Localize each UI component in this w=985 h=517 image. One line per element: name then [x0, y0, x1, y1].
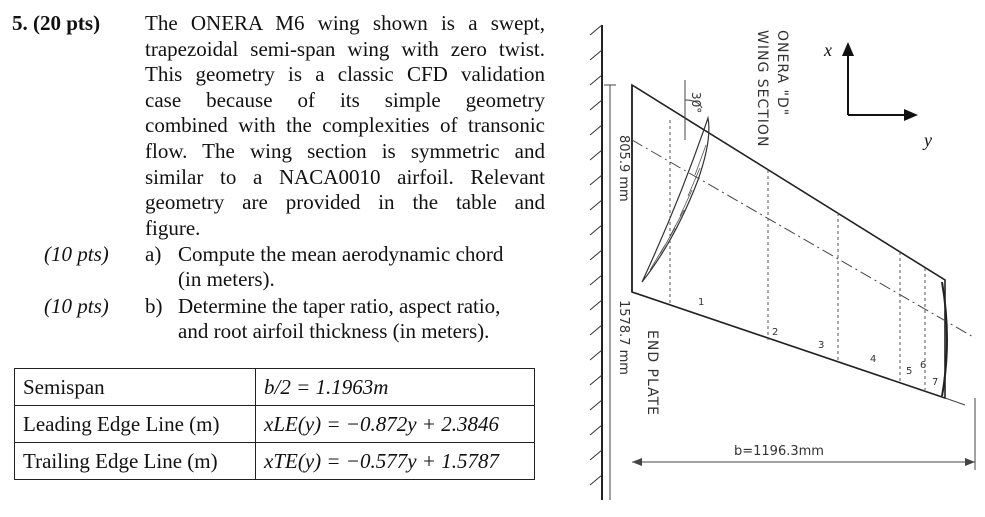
station-label: 4	[870, 354, 877, 365]
endplate-label: END PLATE	[644, 330, 660, 416]
airfoil-hatching	[650, 145, 706, 270]
station-label: 3	[818, 340, 825, 351]
station-label: 2	[772, 327, 779, 338]
statement-line: This geometry is a classic CFD validation	[145, 62, 545, 87]
problem-statement	[145, 11, 545, 241]
table-row	[15, 369, 535, 406]
statement-line: combined with the complexities of transonic	[145, 113, 545, 138]
table-row	[15, 406, 535, 443]
part-b-line: and root airfoil thickness (in meters).	[178, 319, 490, 343]
section-label-wing: WING SECTION	[754, 30, 770, 148]
y-axis-label: y	[924, 130, 932, 150]
part-a-line: Compute the mean aerodynamic chord	[178, 242, 504, 266]
part-b-label: b)	[145, 294, 163, 318]
station-label: 6	[920, 360, 927, 371]
part-b-points: (10 pts)	[44, 294, 109, 318]
section-label-onera: ONERA "D"	[774, 30, 790, 117]
x-axis-arrowhead	[842, 42, 854, 56]
wing-planform-figure	[580, 0, 980, 517]
dimension-root-te: 1578.7 mm	[616, 300, 631, 375]
statement-line: similar to a NACA0010 airfoil. Relevant	[145, 164, 545, 189]
dimension-root-le: 805.9 mm	[616, 135, 631, 202]
table-cell-label: Semispan	[15, 369, 256, 406]
station-label: 5	[906, 366, 913, 377]
te-extension	[945, 398, 965, 405]
quarter-chord-line	[632, 140, 975, 338]
part-a-line: (in meters).	[178, 267, 275, 291]
table-cell-label: Trailing Edge Line (m)	[15, 443, 256, 480]
statement-line: flow. The wing section is symmetric and	[145, 138, 545, 163]
table-cell-formula: xLE(y) = −0.872y + 2.3846	[256, 406, 535, 443]
span-arrow-right	[965, 458, 975, 466]
statement-line: geometry are provided in the table and	[145, 190, 545, 215]
root-airfoil-section	[642, 118, 709, 282]
statement-line: trapezoidal semi-span wing with zero twist.	[145, 36, 545, 61]
statement-line: The ONERA M6 wing shown is a swept,	[145, 11, 545, 35]
span-arrow-left	[632, 458, 642, 466]
wing-outline	[632, 85, 945, 398]
x-axis-label: x	[824, 40, 832, 60]
part-b-line: Determine the taper ratio, aspect ratio,	[178, 294, 501, 318]
statement-line: case because of its simple geometry	[145, 87, 545, 112]
root-wall-hatching	[590, 25, 602, 485]
geometry-table	[14, 368, 535, 480]
station-label: 1	[698, 297, 705, 308]
part-a-label: a)	[145, 242, 162, 266]
y-axis-arrowhead	[904, 109, 918, 121]
part-a-points: (10 pts)	[44, 242, 109, 266]
part-b	[145, 294, 545, 344]
statement-line: figure.	[145, 215, 201, 240]
span-dimension-label: b=1196.3mm	[734, 444, 824, 459]
section-stations	[768, 170, 900, 382]
part-a	[145, 242, 545, 292]
problem-number: 5.	[12, 11, 28, 35]
table-row	[15, 443, 535, 480]
table-cell-label: Leading Edge Line (m)	[15, 406, 256, 443]
station-label: 7	[932, 377, 939, 388]
problem-points: (20 pts)	[33, 11, 101, 35]
table-cell-formula: b/2 = 1.1963m	[256, 369, 535, 406]
problem-header	[12, 11, 100, 36]
table-cell-formula: xTE(y) = −0.577y + 1.5787	[256, 443, 535, 480]
sweep-angle-label: 30°	[689, 92, 703, 114]
